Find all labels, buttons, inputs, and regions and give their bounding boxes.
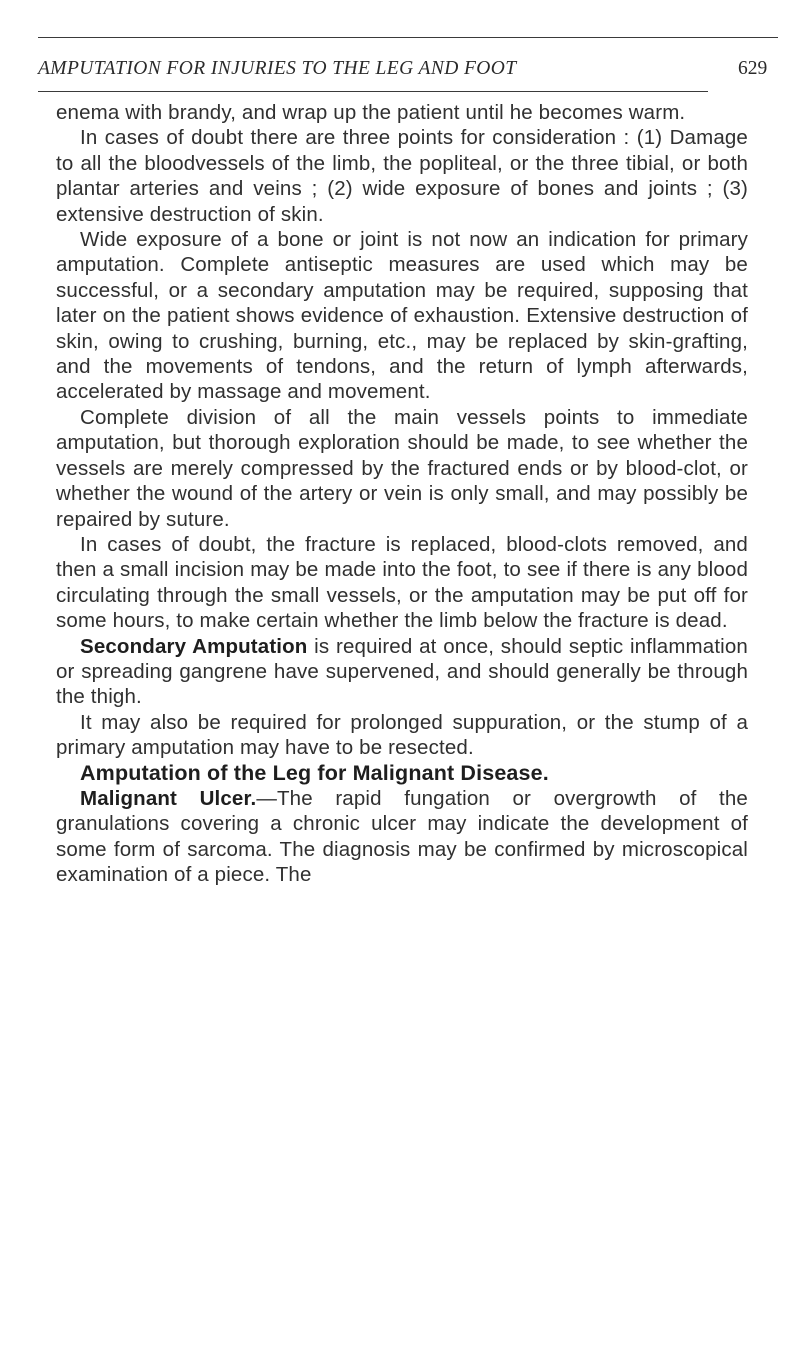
paragraph-rest: —The rapid fungation or overgrowth of the granulations covering a chronic ulcer may indicate the development of some form of sarcoma. The diagnosis may be confirmed by microscopical examination of a piece. The [56,786,748,887]
paragraph: Wide exposure of a bone or joint is not now an indication for primary amputation. Complete antiseptic measures are used which may be successful, or a secondary amputation may be required, supposing that later on the patient shows evidence of exhaustion. Extensive destruction of skin, owing to crushing, burning, etc., may be replaced by skin-grafting, and the movements of tendons, and the return of lymph afterwards, accelerated by massage and movement. [56,228,748,404]
section-heading: Amputation of the Leg for Malignant Disease. [80,760,549,785]
paragraph: It may also be required for prolonged suppuration, or the stump of a primary amputation may have to be resected. [56,710,748,760]
running-head: AMPUTATION FOR INJURIES TO THE LEG AND FOOT [38,58,517,79]
header-top-rule [38,37,778,38]
header-bottom-rule [38,91,708,92]
paragraph: Complete division of all the main vessels points to immediate amputation, but thorough exploration should be made, to see whether the vessels are merely compressed by the fractured ends or by blood-clot, or whether the wound of the artery or vein is only small, and may possibly be repaired by suture. [56,405,748,531]
paragraph: enema with brandy, and wrap up the patient until he becomes warm. [56,101,686,124]
paragraph-lead: Malignant Ulcer. [80,786,257,810]
paragraph-lead: Secondary Amputation [80,634,308,658]
body-text [56,100,748,888]
paragraph [56,786,748,888]
paragraph: In cases of doubt, the fracture is replaced, blood-clots removed, and then a small incision may be made into the foot, to see if there is any blood circulating through the small vessels, or the amputation may be put off for some hours, to make certain whether the limb below the fracture is dead. [56,532,748,633]
page-number: 629 [738,58,768,79]
paragraph [56,634,748,710]
paragraph-rest: is required at once, should septic inflammation or spreading gangrene have supervened, and should generally be through the thigh. [56,634,748,709]
paragraph: In cases of doubt there are three points for consideration : (1) Damage to all the bloodvessels of the limb, the popliteal, or the three tibial, or both plantar arteries and veins ; (2) wide exposure of bones and joints ; (3) extensive destruction of skin. [56,126,748,226]
